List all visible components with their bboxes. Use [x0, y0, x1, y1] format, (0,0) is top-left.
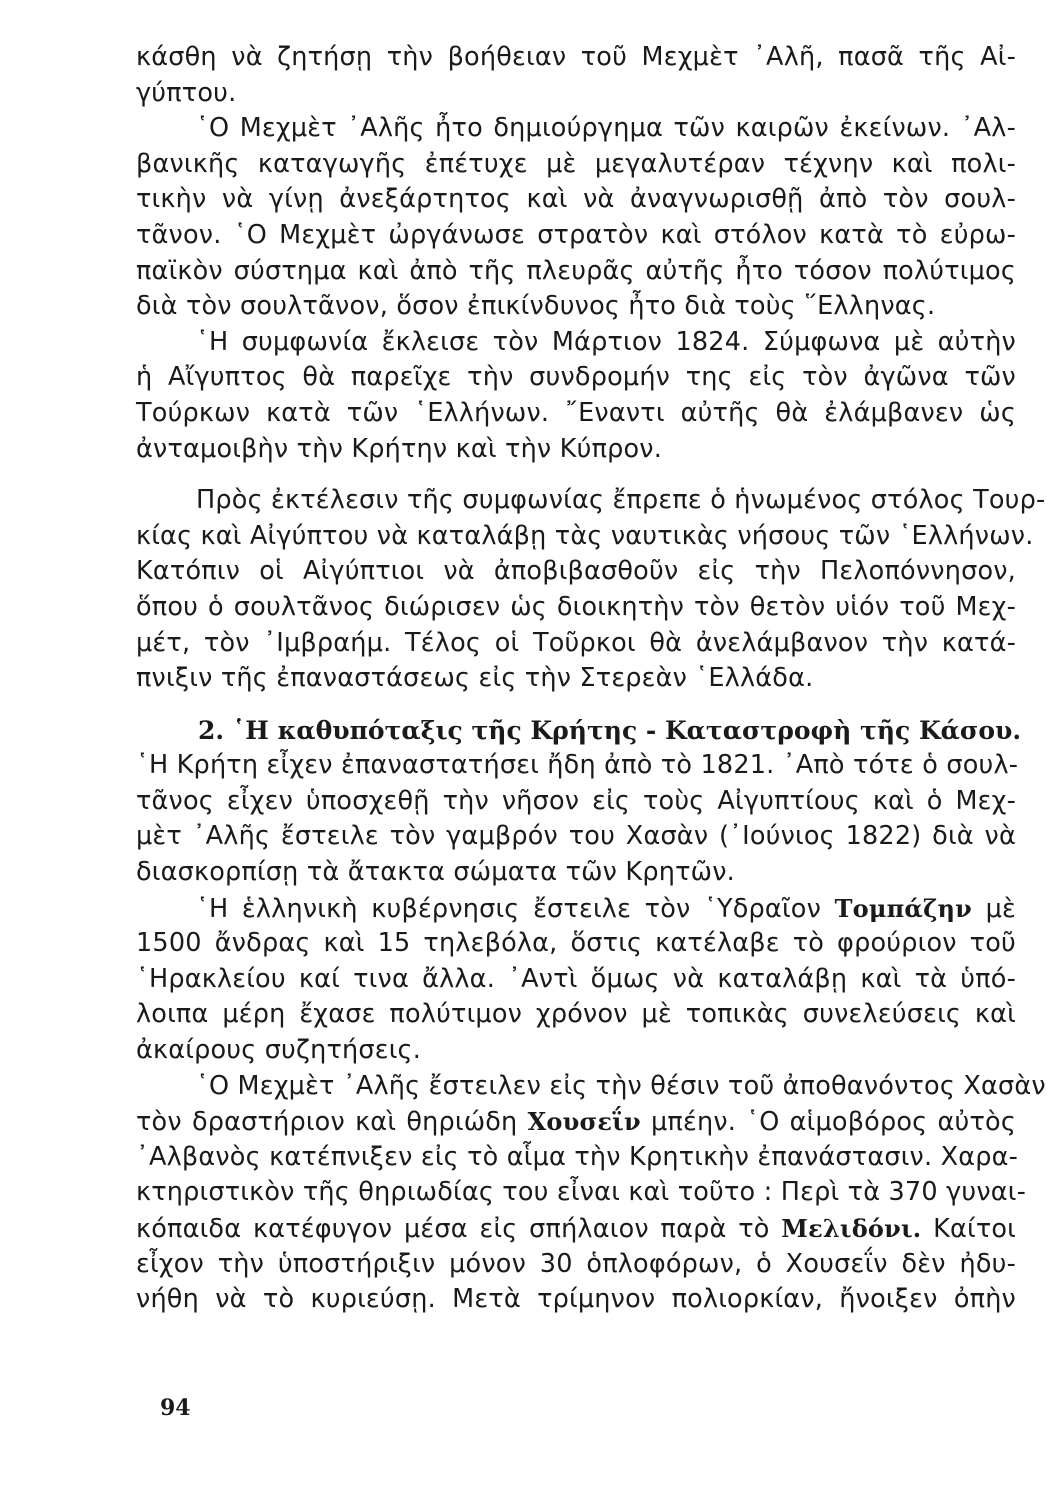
paragraph-3: [136, 325, 1016, 467]
text-line: ὅπου ὁ σουλτᾶνος διώρισεν ὡς διοικητὴν τὸν θετὸν υἱόν τοῦ Μεχ-: [136, 591, 1016, 622]
text-line: ῾Ο Μεχμὲτ ᾿Αλῆς ἔστειλεν εἰς τὴν θέσιν τοῦ ἀποθανόντος Χασὰν: [196, 1070, 1046, 1101]
text-line: νήθη νὰ τὸ κυριεύσῃ. Μετὰ τρίμηνον πολιορκίαν, ἤνοιξεν ὀπὴν: [136, 1284, 1016, 1315]
paragraph-1: [136, 40, 1016, 111]
text-line: 1500 ἄνδρας καὶ 15 τηλεβόλα, ὅστις κατέλαβε τὸ φρούριον τοῦ: [136, 928, 1016, 959]
bold-name-tompazis: Τομπάζην: [834, 893, 972, 923]
text-line: κίας καὶ Αἰγύπτου νὰ καταλάβῃ τὰς ναυτικὰς νήσους τῶν ῾Ελλήνων.: [136, 520, 1034, 551]
text-line: ῾Ηρακλείου καί τινα ἄλλα. ᾿Αντὶ ὅμως νὰ καταλάβῃ καὶ τὰ ὑπό-: [136, 963, 1016, 994]
paragraph-5: [136, 748, 1019, 890]
paragraph-4: [136, 483, 1046, 697]
text-line: παϊκὸν σύστημα καὶ ἀπὸ τῆς πλευρᾶς αὐτῆς ἦτο τόσον πολύτιμος: [136, 255, 1016, 286]
text-line: τᾶνος εἶχεν ὑποσχεθῇ τὴν νῆσον εἰς τοὺς Αἰγυπτίους καὶ ὁ Μεχ-: [136, 785, 1016, 816]
text-line: [136, 1211, 1016, 1247]
paragraph-2: [136, 111, 1016, 325]
text-run: τὸν δραστήριον καὶ θηριώδη: [136, 1107, 528, 1138]
text-line: ῾Η συμφωνία ἔκλεισε τὸν Μάρτιον 1824. Σύμφωνα μὲ αὐτὴν: [196, 326, 1016, 357]
text-line: πνιξιν τῆς ἐπαναστάσεως εἰς τὴν Στερεὰν ῾Ελλάδα.: [136, 663, 814, 694]
text-line: Πρὸς ἐκτέλεσιν τῆς συμφωνίας ἔπρεπε ὁ ἡνωμένος στόλος Τουρ-: [196, 485, 1046, 516]
text-line: ἀνταμοιβὴν τὴν Κρήτην καὶ τὴν Κύπρον.: [136, 433, 663, 464]
text-run: Καίτοι: [921, 1214, 1017, 1244]
text-line: διασκορπίσῃ τὰ ἄτακτα σώματα τῶν Κρητῶν.: [136, 857, 735, 888]
text-line: βανικῆς καταγωγῆς ἐπέτυχε μὲ μεγαλυτέραν τέχνην καὶ πολι-: [136, 148, 1016, 179]
text-line: γύπτου.: [136, 77, 237, 108]
page-text: [136, 40, 1046, 1318]
text-line: κάσθη νὰ ζητήσῃ τὴν βοήθειαν τοῦ Μεχμὲτ ᾿Αλῆ, πασᾶ τῆς Αἰ-: [136, 42, 1016, 72]
paragraph-6: [136, 891, 1016, 1069]
text-run: ῾Η ἑλληνικὴ κυβέρνησις ἔστειλε τὸν ῾Υδραῖον: [196, 893, 835, 924]
page-number: 94: [160, 1395, 191, 1421]
text-line: [136, 891, 1016, 927]
section-heading: 2. ῾Η καθυπόταξις τῆς Κρήτης - Καταστροφὴ τῆς Κάσου.: [198, 715, 1022, 745]
text-line: ῾Η Κρήτη εἶχεν ἐπαναστατήσει ἤδη ἀπὸ τὸ 1821. ᾿Απὸ τότε ὁ σουλ-: [136, 750, 1019, 781]
text-run: μπέην. ῾Ο αἱμοβόρος αὐτὸς: [640, 1107, 1016, 1138]
text-line: ῾Ο Μεχμὲτ ᾿Αλῆς ἦτο δημιούργημα τῶν καιρῶν ἐκείνων. ᾿Αλ-: [196, 113, 1016, 144]
text-line: μὲτ ᾿Αλῆς ἔστειλε τὸν γαμβρόν του Χασὰν (᾿Ιούνιος 1822) διὰ νὰ: [136, 821, 1016, 852]
text-line: Κατόπιν οἱ Αἰγύπτιοι νὰ ἀποβιβασθοῦν εἰς τὴν Πελοπόννησον,: [136, 556, 1016, 587]
text-line: ἀκαίρους συζητήσεις.: [136, 1035, 421, 1066]
bold-name-housein: Χουσεΐν: [527, 1107, 641, 1137]
paragraph-7: [136, 1069, 1046, 1318]
text-line: μέτ, τὸν ᾿Ιμβραήμ. Τέλος οἱ Τοῦρκοι θὰ ἀνελάμβανον τὴν κατά-: [136, 627, 1016, 658]
text-line: εἶχον τὴν ὑποστήριξιν μόνον 30 ὁπλοφόρων, ὁ Χουσεΐν δὲν ἠδυ-: [136, 1248, 1016, 1279]
text-line: κτηριστικὸν τῆς θηριωδίας του εἶναι καὶ τοῦτο : Περὶ τὰ 370 γυναι-: [136, 1177, 1027, 1208]
text-line: τικὴν νὰ γίνῃ ἀνεξάρτητος καὶ νὰ ἀναγνωρισθῇ ἀπὸ τὸν σουλ-: [136, 184, 1016, 215]
text-line: τᾶνον. ῾Ο Μεχμὲτ ὠργάνωσε στρατὸν καὶ στόλον κατὰ τὸ εὐρω-: [136, 219, 1016, 250]
text-line: Τούρκων κατὰ τῶν ῾Ελλήνων. ῎Εναντι αὐτῆς θὰ ἐλάμβανεν ὡς: [136, 397, 1016, 428]
text-line: λοιπα μέρη ἔχασε πολύτιμον χρόνον μὲ τοπικὰς συνελεύσεις καὶ: [136, 999, 1016, 1030]
text-line: διὰ τὸν σουλτᾶνον, ὅσον ἐπικίνδυνος ἦτο διὰ τοὺς ῞Ελληνας.: [136, 291, 936, 322]
text-line: [136, 1104, 1016, 1140]
text-line: ᾿Αλβανὸς κατέπνιξεν εἰς τὸ αἷμα τὴν Κρητικὴν ἐπανάστασιν. Χαρα-: [136, 1141, 1019, 1172]
bold-place-melidoni: Μελιδόνι.: [781, 1214, 922, 1243]
text-run: κόπαιδα κατέφυγον μέσα εἰς σπήλαιον παρὰ τὸ: [136, 1214, 782, 1244]
text-line: ἡ Αἴγυπτος θὰ παρεῖχε τὴν συνδρομήν της εἰς τὸν ἀγῶνα τῶν: [136, 362, 1016, 393]
text-run: μὲ: [972, 893, 1016, 924]
